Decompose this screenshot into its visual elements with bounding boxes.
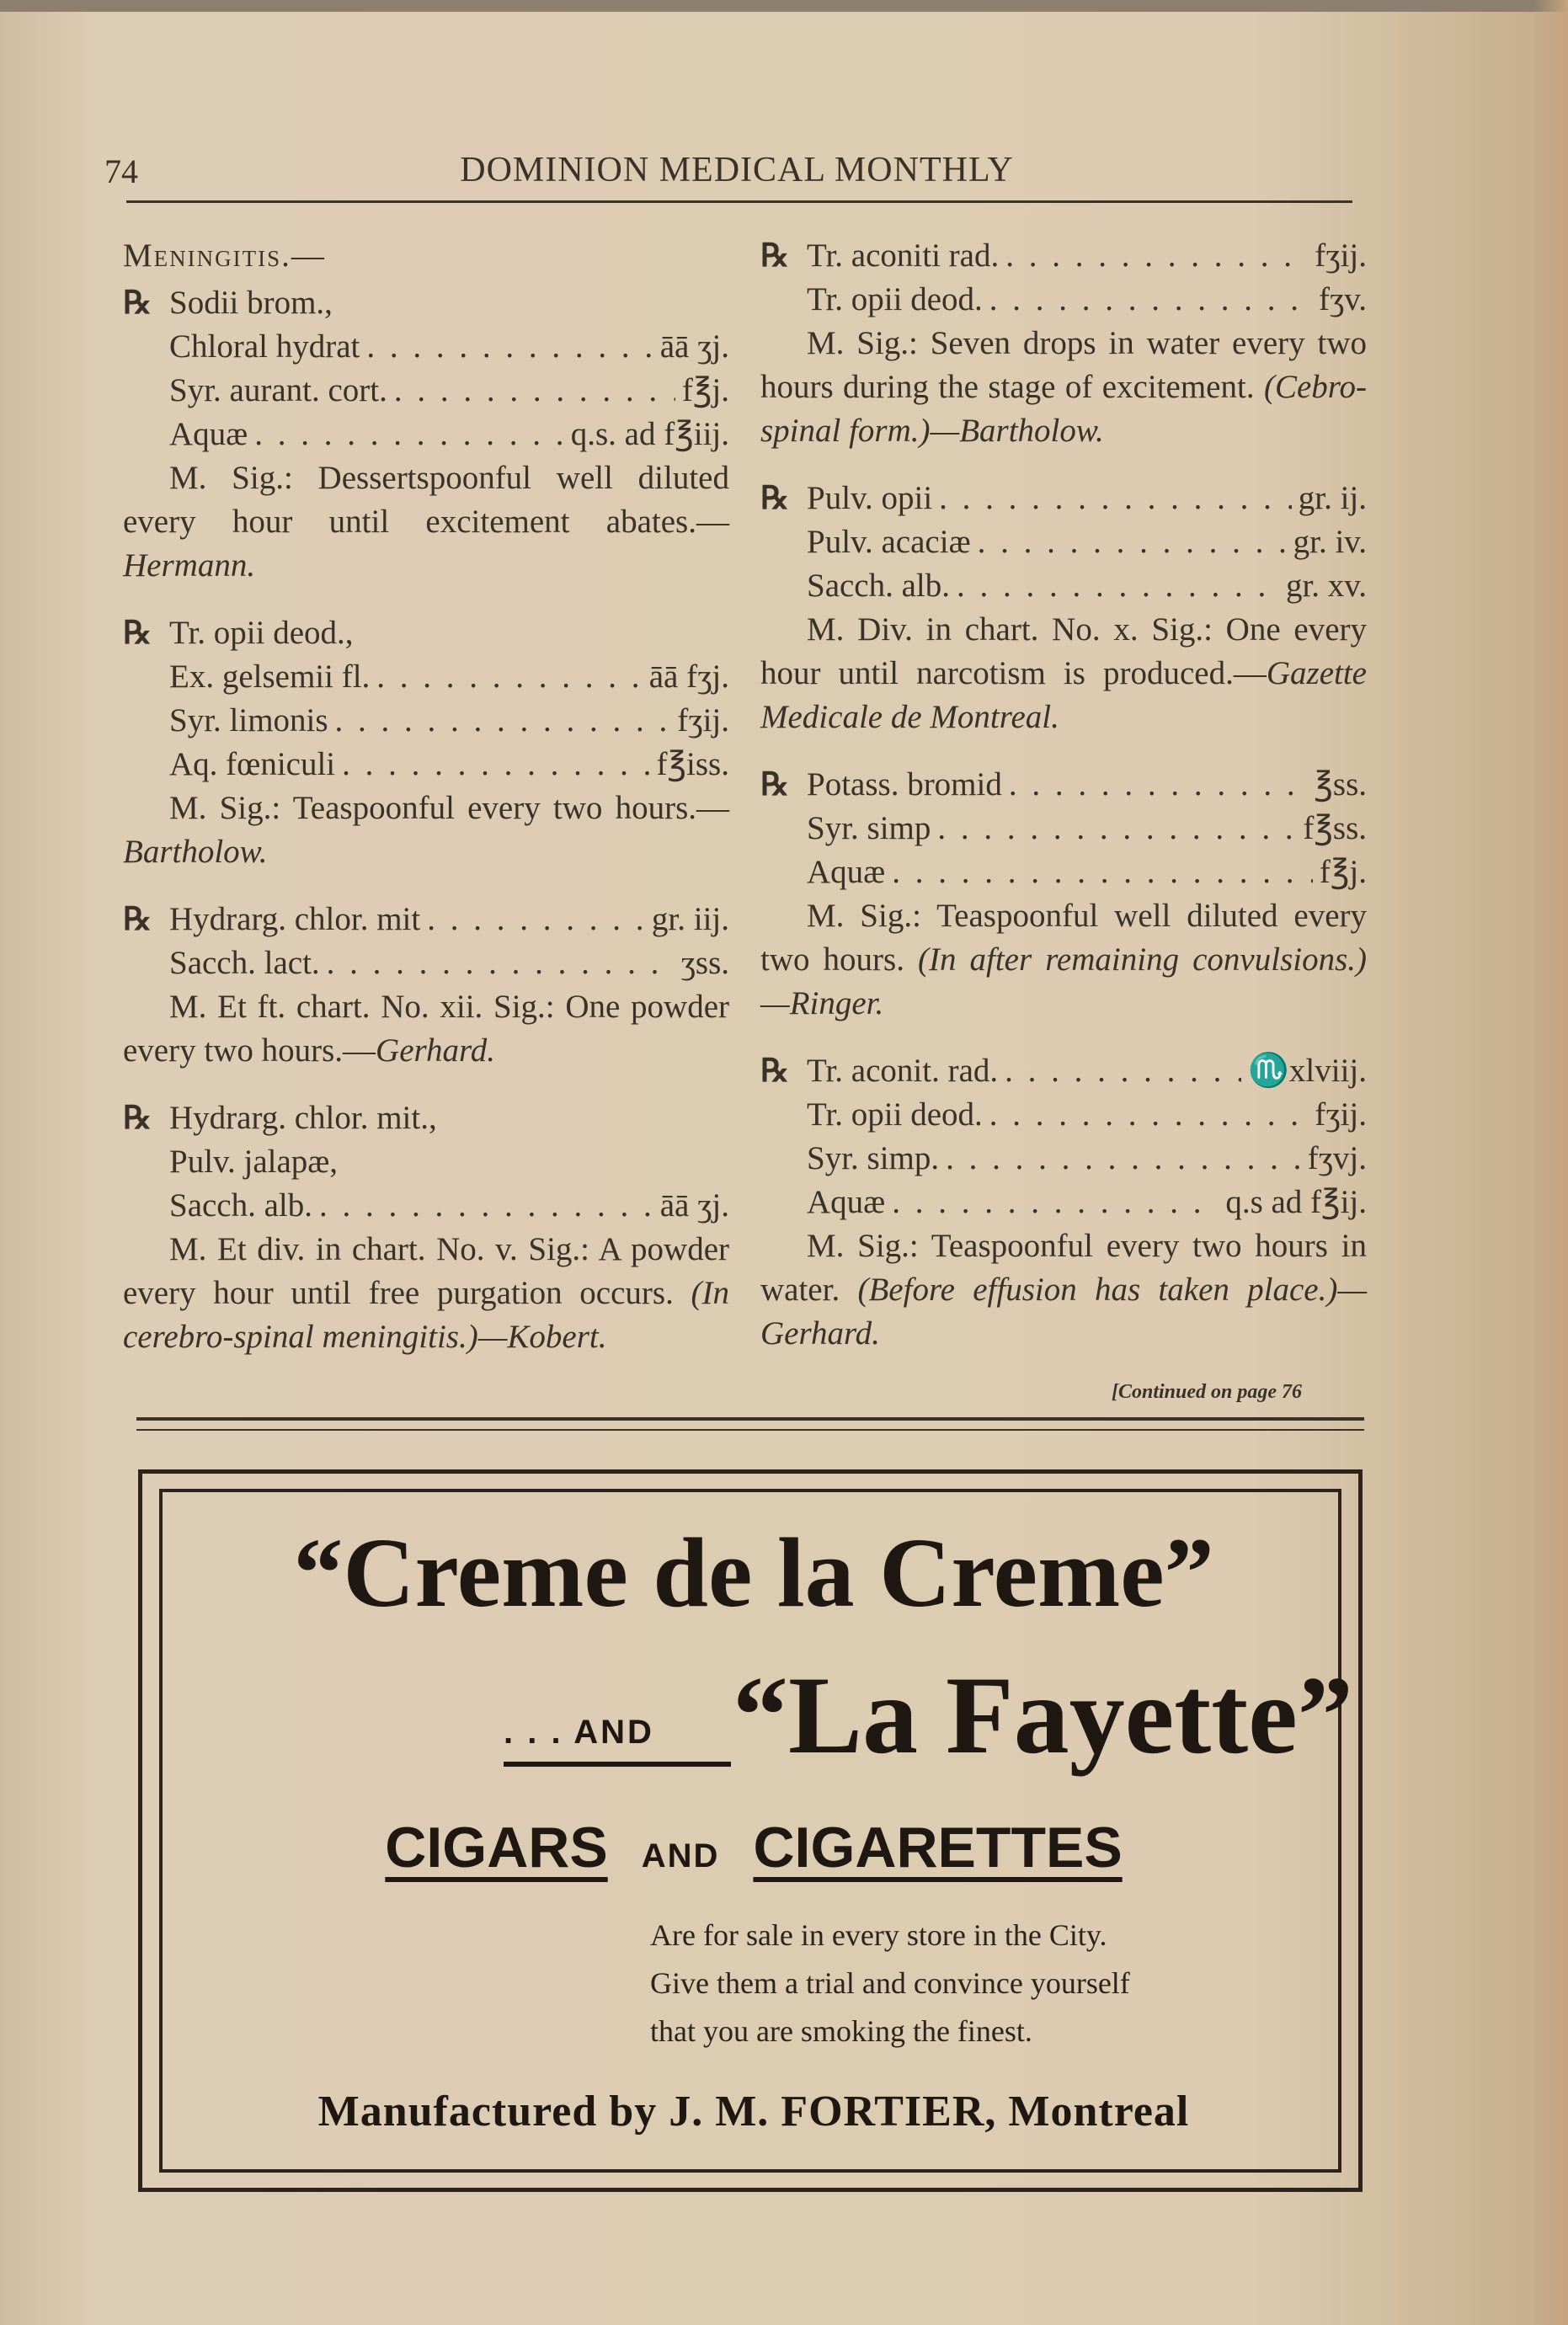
ad-cigarettes-label: CIGARETTES: [753, 1816, 1123, 1880]
prescription-block: [760, 1049, 1367, 1356]
quantity: fʒij.: [1315, 1096, 1367, 1133]
rx-symbol: ℞: [123, 616, 152, 651]
ingredient: Tr. opii deod.: [807, 281, 983, 317]
ad-brand-creme: “Creme de la Creme”: [293, 1517, 1214, 1628]
ad-products: [168, 1815, 1339, 1880]
directions: M. Sig.: Dessertspoonful well diluted every hour until excitement abates.—Hermann.: [123, 460, 729, 584]
note: (In after remaining convulsions.)—: [760, 941, 1367, 1021]
author: Bartholow.: [959, 413, 1104, 449]
right-column: [760, 234, 1367, 1379]
prescription-block: [123, 898, 729, 1073]
rx-symbol: ℞: [123, 1101, 152, 1136]
ingredient: Ex. gelsemii fl.: [169, 659, 371, 695]
page-header: [101, 143, 1356, 194]
ingredient: Hydrarg. chlor. mit.,: [169, 1100, 437, 1136]
directions: M. Et ft. chart. No. xii. Sig.: One powder every two hours.—Gerhard.: [123, 989, 729, 1069]
directions: M. Sig.: Seven drops in water every two hours during the stage of excitement. (Cebro-spinal form.)—Bartholow.: [760, 325, 1368, 449]
page-edge-shadow: [1534, 0, 1568, 2325]
section-divider-thin: [136, 1429, 1364, 1431]
quantity: āā ʒj.: [659, 1187, 729, 1224]
rx-symbol: ℞: [760, 1053, 790, 1089]
ingredient: Aquæ: [807, 854, 886, 890]
ad-and-small: AND: [641, 1837, 720, 1874]
page-number: 74: [104, 152, 138, 190]
quantity: ℥ss.: [1314, 766, 1367, 803]
ingredient: Tr. aconiti rad.: [807, 237, 1000, 274]
rx-symbol: ℞: [760, 481, 790, 516]
ingredient: Syr. simp: [807, 810, 931, 846]
ingredient: Potass. bromid: [807, 766, 1002, 803]
ad-brand-lafayette: “La Fayette”: [733, 1653, 1353, 1777]
ingredient: Tr. opii deod.: [807, 1096, 983, 1133]
continued-note: [Continued on page 76: [1112, 1381, 1303, 1403]
note: (Cebro-spinal form.)—: [760, 369, 1368, 449]
ingredient: Tr. opii deod.,: [169, 615, 354, 651]
quantity: āā fʒj.: [648, 659, 729, 695]
quantity: fʒij.: [1315, 237, 1367, 274]
section-divider: [136, 1417, 1364, 1421]
author: Gerhard.: [376, 1032, 495, 1069]
ingredient: Aquæ: [169, 416, 248, 452]
quantity: f℥iss.: [656, 746, 729, 782]
ingredient: Pulv. acaciæ: [807, 524, 971, 560]
ad-body-line: Give them a trial and convince yourself: [650, 1966, 1130, 2000]
ad-cigars-label: CIGARS: [385, 1816, 608, 1880]
ingredient: Tr. aconit. rad.: [807, 1053, 999, 1089]
ingredient: Aq. fœniculi: [169, 746, 336, 782]
scan-top-border: [0, 0, 1568, 12]
ad-and-text: . . . AND: [504, 1714, 654, 1751]
header-rule: [126, 200, 1352, 203]
ingredient: Hydrarg. chlor. mit: [169, 901, 421, 937]
ad-and-rule: [504, 1762, 731, 1767]
rx-symbol: ℞: [123, 902, 152, 937]
ingredient: Sodii brom.,: [169, 285, 333, 321]
author: Gerhard.: [760, 1315, 880, 1352]
left-column: [123, 234, 729, 1383]
rx-symbol: ℞: [760, 238, 790, 274]
author: —Kobert.: [477, 1319, 607, 1355]
ad-body-line: that you are smoking the finest.: [650, 2014, 1032, 2048]
ingredient: Chloral hydrat: [169, 328, 360, 365]
quantity: fʒij.: [677, 702, 729, 739]
ingredient: Pulv. jalapæ,: [169, 1144, 339, 1180]
quantity: f℥ss.: [1303, 810, 1367, 846]
quantity: gr. iv.: [1293, 524, 1367, 560]
quantity: f℥j.: [681, 372, 729, 408]
quantity: gr. iij.: [651, 901, 729, 937]
quantity: ʒss.: [680, 945, 729, 981]
note: (In cerebro-spinal meningitis.): [123, 1275, 729, 1355]
quantity: q.s. ad f℥iij.: [570, 416, 729, 452]
directions: M. Sig.: Teaspoonful every two hours in water. (Before effusion has taken place.)—Gerhard.: [760, 1228, 1368, 1352]
author: Hermann.: [123, 547, 256, 584]
ad-and-connector: [504, 1699, 731, 1767]
directions: M. Sig.: Teaspoonful well diluted every two hours. (In after remaining convulsions.)—Ringer.: [760, 898, 1367, 1021]
ingredient: Pulv. opii: [807, 480, 933, 516]
prescription-block: [123, 611, 729, 874]
prescription-block: [123, 281, 729, 588]
ingredient: Sacch. alb.: [169, 1187, 313, 1224]
ingredient: Sacch. alb.: [807, 568, 951, 604]
quantity: fʒv.: [1318, 281, 1367, 317]
directions: M. Sig.: Teaspoonful every two hours.—Bartholow.: [123, 790, 729, 870]
quantity: f℥j.: [1319, 854, 1367, 890]
note: (Before effusion has taken place.)—: [857, 1272, 1368, 1308]
prescription-block: [760, 477, 1367, 739]
ingredient: Sacch. lact.: [169, 945, 320, 981]
quantity: gr. ij.: [1298, 480, 1367, 516]
ingredient: Syr. aurant. cort.: [169, 372, 387, 408]
author: Gazette Medicale de Montreal.: [760, 655, 1367, 735]
quantity: ♏xlviij.: [1248, 1053, 1367, 1089]
quantity: gr. xv.: [1285, 568, 1367, 604]
ad-manufacturer: Manufactured by J. M. FORTIER, Montreal: [317, 2088, 1190, 2136]
quantity: fʒvj.: [1307, 1140, 1367, 1176]
ingredient: Syr. simp.: [807, 1140, 940, 1176]
running-title: DOMINION MEDICAL MONTHLY: [460, 151, 1014, 189]
author: Bartholow.: [123, 834, 268, 870]
ad-body-line: Are for sale in every store in the City.: [650, 1918, 1107, 1952]
section-heading: Meningitis.—: [123, 237, 326, 274]
quantity: āā ʒj.: [659, 328, 729, 365]
author: Ringer.: [789, 985, 884, 1021]
prescription-block: [760, 763, 1367, 1026]
directions: M. Et div. in chart. No. v. Sig.: A powder every hour until free purgation occurs. (In cerebro-spinal meningitis.)—Kobert.: [123, 1231, 729, 1355]
directions: M. Div. in chart. No. x. Sig.: One every hour until narcotism is produced.—Gazette Medicale de Montreal.: [760, 611, 1367, 735]
rx-symbol: ℞: [760, 767, 790, 803]
ad-body-text: [650, 1912, 1256, 2056]
prescription-block: [760, 234, 1367, 453]
prescription-block: [123, 1096, 729, 1359]
quantity: q.s ad f℥ij.: [1225, 1184, 1367, 1220]
rx-symbol: ℞: [123, 285, 152, 321]
ingredient: Syr. limonis: [169, 702, 328, 739]
ingredient: Aquæ: [807, 1184, 886, 1220]
